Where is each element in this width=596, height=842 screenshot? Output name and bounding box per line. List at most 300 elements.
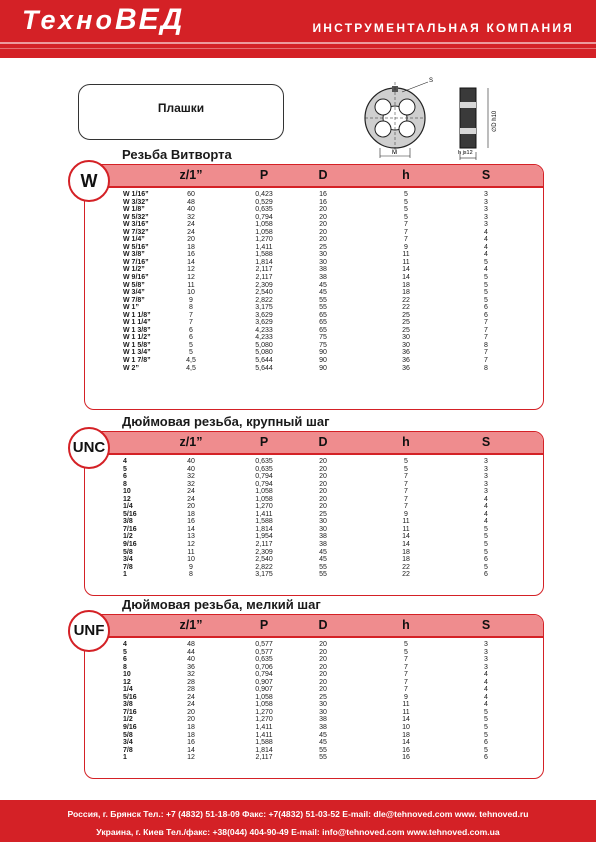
cell-p: 2,117 <box>255 754 273 762</box>
thread-size: W 7/32” <box>123 228 149 236</box>
cell-s: 3 <box>484 206 488 214</box>
table-row <box>85 334 543 342</box>
cell-d: 90 <box>319 364 327 372</box>
cell-z: 24 <box>187 701 195 709</box>
table-row <box>85 312 543 320</box>
thread-size: W 5/16” <box>123 243 149 251</box>
cell-s: 3 <box>484 465 488 473</box>
thread-size: 10 <box>123 671 131 679</box>
cell-h: 18 <box>402 556 410 564</box>
cell-p: 5,080 <box>255 349 273 357</box>
thread-size: 5/16 <box>123 510 137 518</box>
cell-s: 3 <box>484 458 488 465</box>
die-drawing <box>350 74 520 164</box>
cell-z: 12 <box>187 274 195 282</box>
footer-banner <box>0 800 596 842</box>
table-row <box>85 458 543 466</box>
cell-h: 5 <box>404 198 408 206</box>
table-row <box>85 503 543 511</box>
cell-d: 20 <box>319 678 327 686</box>
cell-s: 5 <box>484 708 488 716</box>
table-row <box>85 739 543 747</box>
thread-size: W 1 1/4” <box>123 319 151 327</box>
cell-z: 20 <box>187 236 195 244</box>
table-row <box>85 679 543 687</box>
thread-size: W 1/16” <box>123 191 149 198</box>
cell-h: 18 <box>402 548 410 556</box>
table-header <box>85 615 543 638</box>
thread-size: 5 <box>123 648 127 656</box>
cell-s: 3 <box>484 648 488 656</box>
table-row <box>85 342 543 350</box>
cell-p: 2,117 <box>255 266 273 274</box>
cell-p: 5,644 <box>255 364 273 372</box>
cell-d: 65 <box>319 326 327 334</box>
cell-s: 4 <box>484 243 488 251</box>
cell-p: 0,794 <box>255 480 273 488</box>
cell-s: 6 <box>484 571 488 579</box>
cell-p: 1,588 <box>255 518 273 526</box>
table-row <box>85 297 543 305</box>
thread-size: 3/8 <box>123 701 133 709</box>
cell-p: 2,117 <box>255 274 273 282</box>
thread-size: W 1 3/8” <box>123 326 151 334</box>
cell-p: 0,577 <box>255 641 273 648</box>
cell-s: 5 <box>484 563 488 571</box>
cell-p: 4,233 <box>255 334 273 342</box>
cell-s: 5 <box>484 731 488 739</box>
column-header: z/1” <box>179 168 203 182</box>
cell-z: 12 <box>187 266 195 274</box>
cell-p: 1,058 <box>255 488 273 496</box>
cell-z: 18 <box>187 243 195 251</box>
cell-d: 16 <box>319 198 327 206</box>
cell-d: 20 <box>319 495 327 503</box>
cell-p: 1,814 <box>255 525 273 533</box>
cell-z: 6 <box>189 326 193 334</box>
cell-d: 90 <box>319 357 327 365</box>
cell-s: 5 <box>484 525 488 533</box>
table-row <box>85 488 543 496</box>
table-header <box>85 165 543 188</box>
cell-s: 3 <box>484 656 488 664</box>
cell-s: 4 <box>484 701 488 709</box>
thread-size: W 9/16” <box>123 274 149 282</box>
cell-s: 5 <box>484 289 488 297</box>
cell-p: 1,814 <box>255 746 273 754</box>
table-row <box>85 365 543 373</box>
thread-size: 5/16 <box>123 693 137 701</box>
cell-p: 2,822 <box>255 296 273 304</box>
cell-p: 5,644 <box>255 357 273 365</box>
cell-d: 20 <box>319 236 327 244</box>
cell-p: 3,175 <box>255 571 273 579</box>
thread-size: W 1/8” <box>123 206 145 214</box>
cell-s: 3 <box>484 663 488 671</box>
cell-h: 9 <box>404 510 408 518</box>
cell-h: 14 <box>402 274 410 282</box>
table-row <box>85 671 543 679</box>
cell-h: 22 <box>402 563 410 571</box>
cell-p: 0,635 <box>255 465 273 473</box>
cell-h: 5 <box>404 213 408 221</box>
cell-d: 55 <box>319 754 327 762</box>
cell-s: 3 <box>484 198 488 206</box>
column-header: S <box>481 168 491 182</box>
table-row <box>85 327 543 335</box>
thread-size: 1/4 <box>123 503 133 511</box>
cell-h: 9 <box>404 243 408 251</box>
thread-size: 5 <box>123 465 127 473</box>
cell-d: 55 <box>319 304 327 312</box>
thread-size: 9/16 <box>123 724 137 732</box>
cell-h: 7 <box>404 236 408 244</box>
cell-z: 40 <box>187 656 195 664</box>
cell-d: 30 <box>319 701 327 709</box>
table-row <box>85 473 543 481</box>
cell-d: 20 <box>319 663 327 671</box>
thread-size: W 7/8” <box>123 296 145 304</box>
cell-z: 4,5 <box>186 364 196 372</box>
section-title: Резьба Витворта <box>122 147 232 162</box>
thread-size: 4 <box>123 458 127 465</box>
cell-p: 5,080 <box>255 341 273 349</box>
cell-h: 11 <box>402 258 410 266</box>
cell-d: 45 <box>319 289 327 297</box>
cell-h: 7 <box>404 221 408 229</box>
cell-z: 9 <box>189 563 193 571</box>
thread-size: 8 <box>123 480 127 488</box>
thread-size: W 2” <box>123 364 139 372</box>
table-row <box>85 496 543 504</box>
table-row <box>85 518 543 526</box>
cell-s: 3 <box>484 641 488 648</box>
cell-h: 7 <box>404 488 408 496</box>
cell-h: 5 <box>404 458 408 465</box>
cell-h: 18 <box>402 731 410 739</box>
thread-size: W 5/32” <box>123 213 149 221</box>
cell-d: 20 <box>319 213 327 221</box>
cell-h: 25 <box>402 319 410 327</box>
cell-p: 1,058 <box>255 693 273 701</box>
cell-h: 36 <box>402 364 410 372</box>
cell-p: 1,058 <box>255 221 273 229</box>
cell-s: 4 <box>484 228 488 236</box>
cell-d: 20 <box>319 206 327 214</box>
table-row <box>85 319 543 327</box>
cell-z: 5 <box>189 349 193 357</box>
thread-size: 12 <box>123 495 131 503</box>
table-row <box>85 664 543 672</box>
cell-s: 4 <box>484 671 488 679</box>
table-row <box>85 221 543 229</box>
footer-contacts-ukraine: Украина, г. Киев Тел./факс: +38(044) 404-90-49 E-mail: info@tehnoved.com www.tehnoved.com.ua <box>96 827 500 837</box>
cell-z: 48 <box>187 641 195 648</box>
drawing-label-m: M <box>392 150 397 156</box>
cell-p: 2,822 <box>255 563 273 571</box>
cell-z: 12 <box>187 754 195 762</box>
thread-size: 1 <box>123 571 127 579</box>
cell-p: 1,411 <box>255 243 273 251</box>
cell-p: 0,529 <box>255 198 273 206</box>
cell-z: 28 <box>187 678 195 686</box>
cell-s: 4 <box>484 503 488 511</box>
thread-size: W 1 5/8” <box>123 341 151 349</box>
cell-s: 3 <box>484 221 488 229</box>
cell-z: 7 <box>189 311 193 319</box>
table-row <box>85 541 543 549</box>
cell-s: 7 <box>484 326 488 334</box>
cell-z: 48 <box>187 198 195 206</box>
cell-z: 24 <box>187 488 195 496</box>
table-row <box>85 289 543 297</box>
cell-s: 7 <box>484 319 488 327</box>
cell-p: 1,411 <box>255 510 273 518</box>
cell-z: 24 <box>187 693 195 701</box>
thread-size: 7/8 <box>123 563 133 571</box>
cell-s: 3 <box>484 473 488 481</box>
cell-s: 6 <box>484 754 488 762</box>
cell-z: 20 <box>187 503 195 511</box>
cell-d: 20 <box>319 656 327 664</box>
column-header: S <box>481 618 491 632</box>
table-body <box>85 641 543 762</box>
cell-z: 8 <box>189 304 193 312</box>
thread-size: 8 <box>123 663 127 671</box>
cell-h: 25 <box>402 311 410 319</box>
cell-d: 38 <box>319 541 327 549</box>
column-header: S <box>481 435 491 449</box>
cell-d: 30 <box>319 251 327 259</box>
cell-s: 4 <box>484 251 488 259</box>
cell-p: 1,954 <box>255 533 273 541</box>
cell-p: 1,588 <box>255 251 273 259</box>
cell-h: 11 <box>402 708 410 716</box>
cell-h: 11 <box>402 701 410 709</box>
cell-z: 13 <box>187 533 195 541</box>
cell-s: 4 <box>484 693 488 701</box>
cell-h: 5 <box>404 191 408 198</box>
section-title: Дюймовая резьба, мелкий шаг <box>122 597 321 612</box>
table-row <box>85 206 543 214</box>
logo-text-techno: Техно <box>22 5 115 35</box>
thread-size: W 3/32” <box>123 198 149 206</box>
cell-p: 1,411 <box>255 724 273 732</box>
cell-d: 38 <box>319 274 327 282</box>
cell-p: 2,309 <box>255 281 273 289</box>
cell-h: 7 <box>404 686 408 694</box>
cell-h: 7 <box>404 656 408 664</box>
thread-size: 7/16 <box>123 525 137 533</box>
cell-z: 32 <box>187 473 195 481</box>
cell-d: 45 <box>319 281 327 289</box>
cell-h: 18 <box>402 289 410 297</box>
cell-z: 40 <box>187 458 195 465</box>
cell-z: 32 <box>187 213 195 221</box>
cell-d: 45 <box>319 556 327 564</box>
cell-s: 5 <box>484 296 488 304</box>
cell-p: 1,270 <box>255 716 273 724</box>
column-header: D <box>318 618 328 632</box>
cell-h: 16 <box>402 754 410 762</box>
cell-h: 11 <box>402 518 410 526</box>
thread-size: 9/16 <box>123 541 137 549</box>
cell-h: 7 <box>404 473 408 481</box>
cell-d: 75 <box>319 334 327 342</box>
thread-size: 3/4 <box>123 556 133 564</box>
thread-size: 5/8 <box>123 548 133 556</box>
cell-s: 8 <box>484 364 488 372</box>
table-row <box>85 251 543 259</box>
table-row <box>85 511 543 519</box>
cell-p: 0,577 <box>255 648 273 656</box>
cell-d: 30 <box>319 525 327 533</box>
cell-p: 1,588 <box>255 739 273 747</box>
cell-p: 0,423 <box>255 191 273 198</box>
cell-s: 5 <box>484 533 488 541</box>
cell-h: 7 <box>404 228 408 236</box>
cell-d: 45 <box>319 731 327 739</box>
thread-type-badge <box>68 610 110 652</box>
cell-s: 3 <box>484 191 488 198</box>
table-row <box>85 214 543 222</box>
table-row <box>85 701 543 709</box>
cell-d: 25 <box>319 243 327 251</box>
cell-h: 30 <box>402 341 410 349</box>
thread-type-label: UNC <box>72 439 106 456</box>
cell-h: 14 <box>402 739 410 747</box>
table-row <box>85 724 543 732</box>
cell-p: 3,175 <box>255 304 273 312</box>
cell-s: 5 <box>484 541 488 549</box>
cell-p: 0,907 <box>255 678 273 686</box>
section-title: Дюймовая резьба, крупный шаг <box>122 414 330 429</box>
column-header: D <box>318 435 328 449</box>
cell-s: 3 <box>484 480 488 488</box>
cell-s: 4 <box>484 266 488 274</box>
cell-h: 16 <box>402 746 410 754</box>
cell-p: 1,411 <box>255 731 273 739</box>
cell-z: 14 <box>187 525 195 533</box>
cell-d: 38 <box>319 724 327 732</box>
cell-h: 7 <box>404 671 408 679</box>
thread-size: 6 <box>123 473 127 481</box>
cell-s: 3 <box>484 488 488 496</box>
table-row <box>85 357 543 365</box>
thread-size: W 3/8” <box>123 251 145 259</box>
cell-d: 55 <box>319 746 327 754</box>
cell-h: 7 <box>404 480 408 488</box>
cell-h: 5 <box>404 465 408 473</box>
cell-z: 16 <box>187 739 195 747</box>
cell-h: 14 <box>402 266 410 274</box>
cell-p: 1,270 <box>255 708 273 716</box>
header-stripe-thin <box>0 48 596 49</box>
thread-table <box>84 614 544 779</box>
logo-text-ved: ВЕД <box>114 3 185 36</box>
column-header: P <box>259 168 269 182</box>
table-row <box>85 716 543 724</box>
cell-d: 20 <box>319 488 327 496</box>
cell-z: 18 <box>187 724 195 732</box>
column-header: z/1” <box>179 435 203 449</box>
cell-h: 14 <box>402 533 410 541</box>
cell-s: 7 <box>484 349 488 357</box>
thread-size: 4 <box>123 641 127 648</box>
cell-d: 38 <box>319 533 327 541</box>
cell-h: 22 <box>402 304 410 312</box>
cell-p: 2,540 <box>255 556 273 564</box>
cell-s: 5 <box>484 281 488 289</box>
cell-p: 0,907 <box>255 686 273 694</box>
cell-h: 5 <box>404 648 408 656</box>
cell-d: 16 <box>319 191 327 198</box>
cell-z: 6 <box>189 334 193 342</box>
thread-type-label: UNF <box>73 622 105 639</box>
cell-z: 14 <box>187 258 195 266</box>
cell-z: 8 <box>189 571 193 579</box>
cell-p: 2,540 <box>255 289 273 297</box>
cell-z: 36 <box>187 663 195 671</box>
cell-z: 18 <box>187 510 195 518</box>
cell-d: 20 <box>319 641 327 648</box>
cell-z: 20 <box>187 708 195 716</box>
cell-p: 1,058 <box>255 701 273 709</box>
cell-s: 5 <box>484 724 488 732</box>
cell-h: 7 <box>404 678 408 686</box>
table-row <box>85 641 543 649</box>
cell-h: 18 <box>402 281 410 289</box>
cell-h: 5 <box>404 206 408 214</box>
product-title-box <box>78 84 284 140</box>
thread-size: 1/4 <box>123 686 133 694</box>
cell-z: 28 <box>187 686 195 694</box>
cell-p: 0,635 <box>255 656 273 664</box>
thread-size: W 3/4” <box>123 289 145 297</box>
cell-d: 45 <box>319 739 327 747</box>
cell-s: 4 <box>484 495 488 503</box>
cell-d: 20 <box>319 480 327 488</box>
footer-contacts-russia: Россия, г. Брянск Тел.: +7 (4832) 51-18-09 Факс: +7(4832) 51-03-52 E-mail: dle@tehnoved.com www. tehnoved.ru <box>67 809 529 819</box>
cell-s: 7 <box>484 357 488 365</box>
cell-h: 22 <box>402 296 410 304</box>
cell-z: 12 <box>187 541 195 549</box>
cell-s: 5 <box>484 258 488 266</box>
cell-h: 22 <box>402 571 410 579</box>
cell-h: 11 <box>402 251 410 259</box>
cell-h: 14 <box>402 541 410 549</box>
table-row <box>85 694 543 702</box>
table-row <box>85 556 543 564</box>
cell-d: 30 <box>319 708 327 716</box>
cell-p: 1,814 <box>255 258 273 266</box>
table-body <box>85 458 543 579</box>
cell-z: 32 <box>187 480 195 488</box>
cell-z: 18 <box>187 731 195 739</box>
cell-z: 7 <box>189 319 193 327</box>
table-row <box>85 533 543 541</box>
cell-z: 60 <box>187 191 195 198</box>
cell-z: 32 <box>187 671 195 679</box>
cell-h: 7 <box>404 503 408 511</box>
cell-z: 40 <box>187 206 195 214</box>
drawing-label-s: S <box>429 78 434 84</box>
cell-p: 0,706 <box>255 663 273 671</box>
cell-h: 36 <box>402 357 410 365</box>
table-row <box>85 481 543 489</box>
cell-s: 7 <box>484 334 488 342</box>
cell-z: 16 <box>187 518 195 526</box>
